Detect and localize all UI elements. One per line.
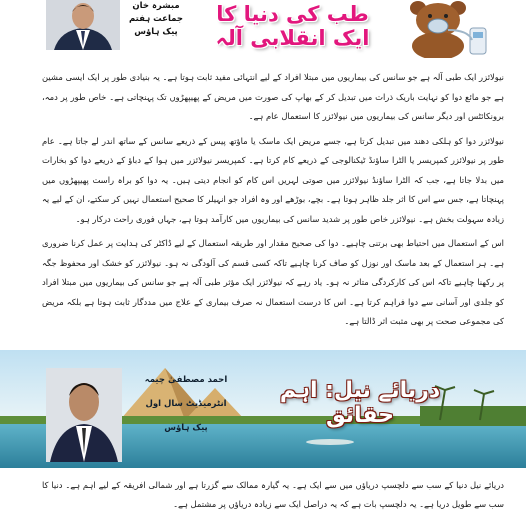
article-title: دریائے نیل: اہم حقائق	[279, 378, 441, 428]
paragraph: نیولائزر دوا کو ہلکی دھند میں تبدیل کرتا ہے، جسے مریض ایک ماسک یا ماؤتھ پیس کے ذریعے سانس کے ساتھ اندر لے جاتا ہے۔ عام طور پر نیولائزر کمپریسر یا الٹرا ساؤنڈ ٹیکنالوجی کے ذریعے کام کرتا ہے۔ کمپریسر نیولائزر میں ہوا کے دباؤ کے ذریعے دوا کو بخارات میں بدلا جاتا ہے، جب کہ الٹرا ساؤنڈ نیولائزر میں صوتی لہریں اس کام کو انجام دیتی ہیں۔ یہ دوا کو براہ راست پھیپھڑوں میں پہنچاتا ہے، جس سے اس کا اثر جلد ظاہر ہوتا ہے۔ بچے، بوڑھے اور وہ افراد جو انہیلر کا صحیح استعمال نہیں کر سکتے، ان کے لیے یہ زیادہ سہولت بخش ہے۔ نیولائزر خاص طور پر شدید سانس کی بیماریوں میں کارآمد ہوتا ہے، جہاں فوری راحت درکار ہو۔	[42, 135, 504, 224]
author-photo	[46, 0, 120, 50]
author-class: جماعت ہفتم	[128, 14, 183, 24]
author-house: پیک ہاؤس	[164, 423, 208, 433]
article-body	[42, 476, 504, 514]
article-title: طب کی دنیا کا ایک انقلابی آلہ	[215, 2, 370, 50]
student-portrait-icon	[46, 0, 120, 50]
author-name: احمد مصطفیٰ چیمہ	[144, 375, 228, 385]
teddy-bear-nebulizer-illustration	[388, 0, 496, 58]
author-house: پیک ہاؤس	[134, 27, 178, 37]
author-photo	[46, 368, 122, 462]
paragraph: نیولائزر ایک طبی آلہ ہے جو سانس کی بیماریوں میں مبتلا افراد کے لیے انتہائی مفید ثابت ہوتا ہے۔ یہ بنیادی طور پر ایک ایسی مشین ہے جو مائع دوا کو نہایت باریک ذرات میں تبدیل کر کے بھاپ کی صورت میں مریض کے پھیپھڑوں تک پہنچاتی ہے۔ خاص طور پر دمہ، برونکائٹس اور دیگر سانس کی بیماریوں میں نیولائزر کا استعمال عام ہے۔	[42, 72, 504, 121]
paragraph: اس کے استعمال میں احتیاط بھی برتنی چاہیے۔ دوا کی صحیح مقدار اور طریقہ استعمال کے لیے ڈاکٹر کی ہدایت پر عمل کرنا ضروری ہے۔ ہر استعمال کے بعد ماسک اور نوزل کو صاف کرنا چاہیے تاکہ کسی قسم کی آلودگی نہ ہو۔ نیولائزر کو خشک اور محفوظ جگہ پر رکھنا چاہیے تاکہ اس کی کارکردگی متاثر نہ ہو۔ یاد رہے کہ نیولائزر ایک مؤثر طبی آلہ ہے جو سانس کی بیماریوں میں مبتلا افراد کو جلدی اور آسانی سے دوا فراہم کرتا ہے۔ اس کا درست استعمال نہ صرف بیماری کے علاج میں مددگار ثابت ہوتا ہے بلکہ مریض کی مجموعی صحت پر بھی مثبت اثر ڈالتا ہے۔	[42, 238, 504, 326]
author-class: انٹرمیڈیٹ سال اول	[145, 399, 227, 409]
author-credit	[140, 368, 232, 440]
article-body	[42, 68, 504, 337]
author-name: مبشرہ خان	[132, 1, 180, 11]
paragraph: دریائے نیل دنیا کے سب سے دلچسپ دریاؤں میں سے ایک ہے۔ یہ گیارہ ممالک سے گزرتا ہے اور شمالی افریقہ کے لیے اہم ہے۔ دنیا کا سب سے طویل دریا ہے۔ یہ دلچسپ بات ہے کہ یہ دراصل ایک سے زیادہ دریاؤں پر مشتمل ہے۔	[42, 480, 504, 509]
author-credit	[124, 0, 188, 39]
student-portrait-icon	[46, 368, 122, 462]
